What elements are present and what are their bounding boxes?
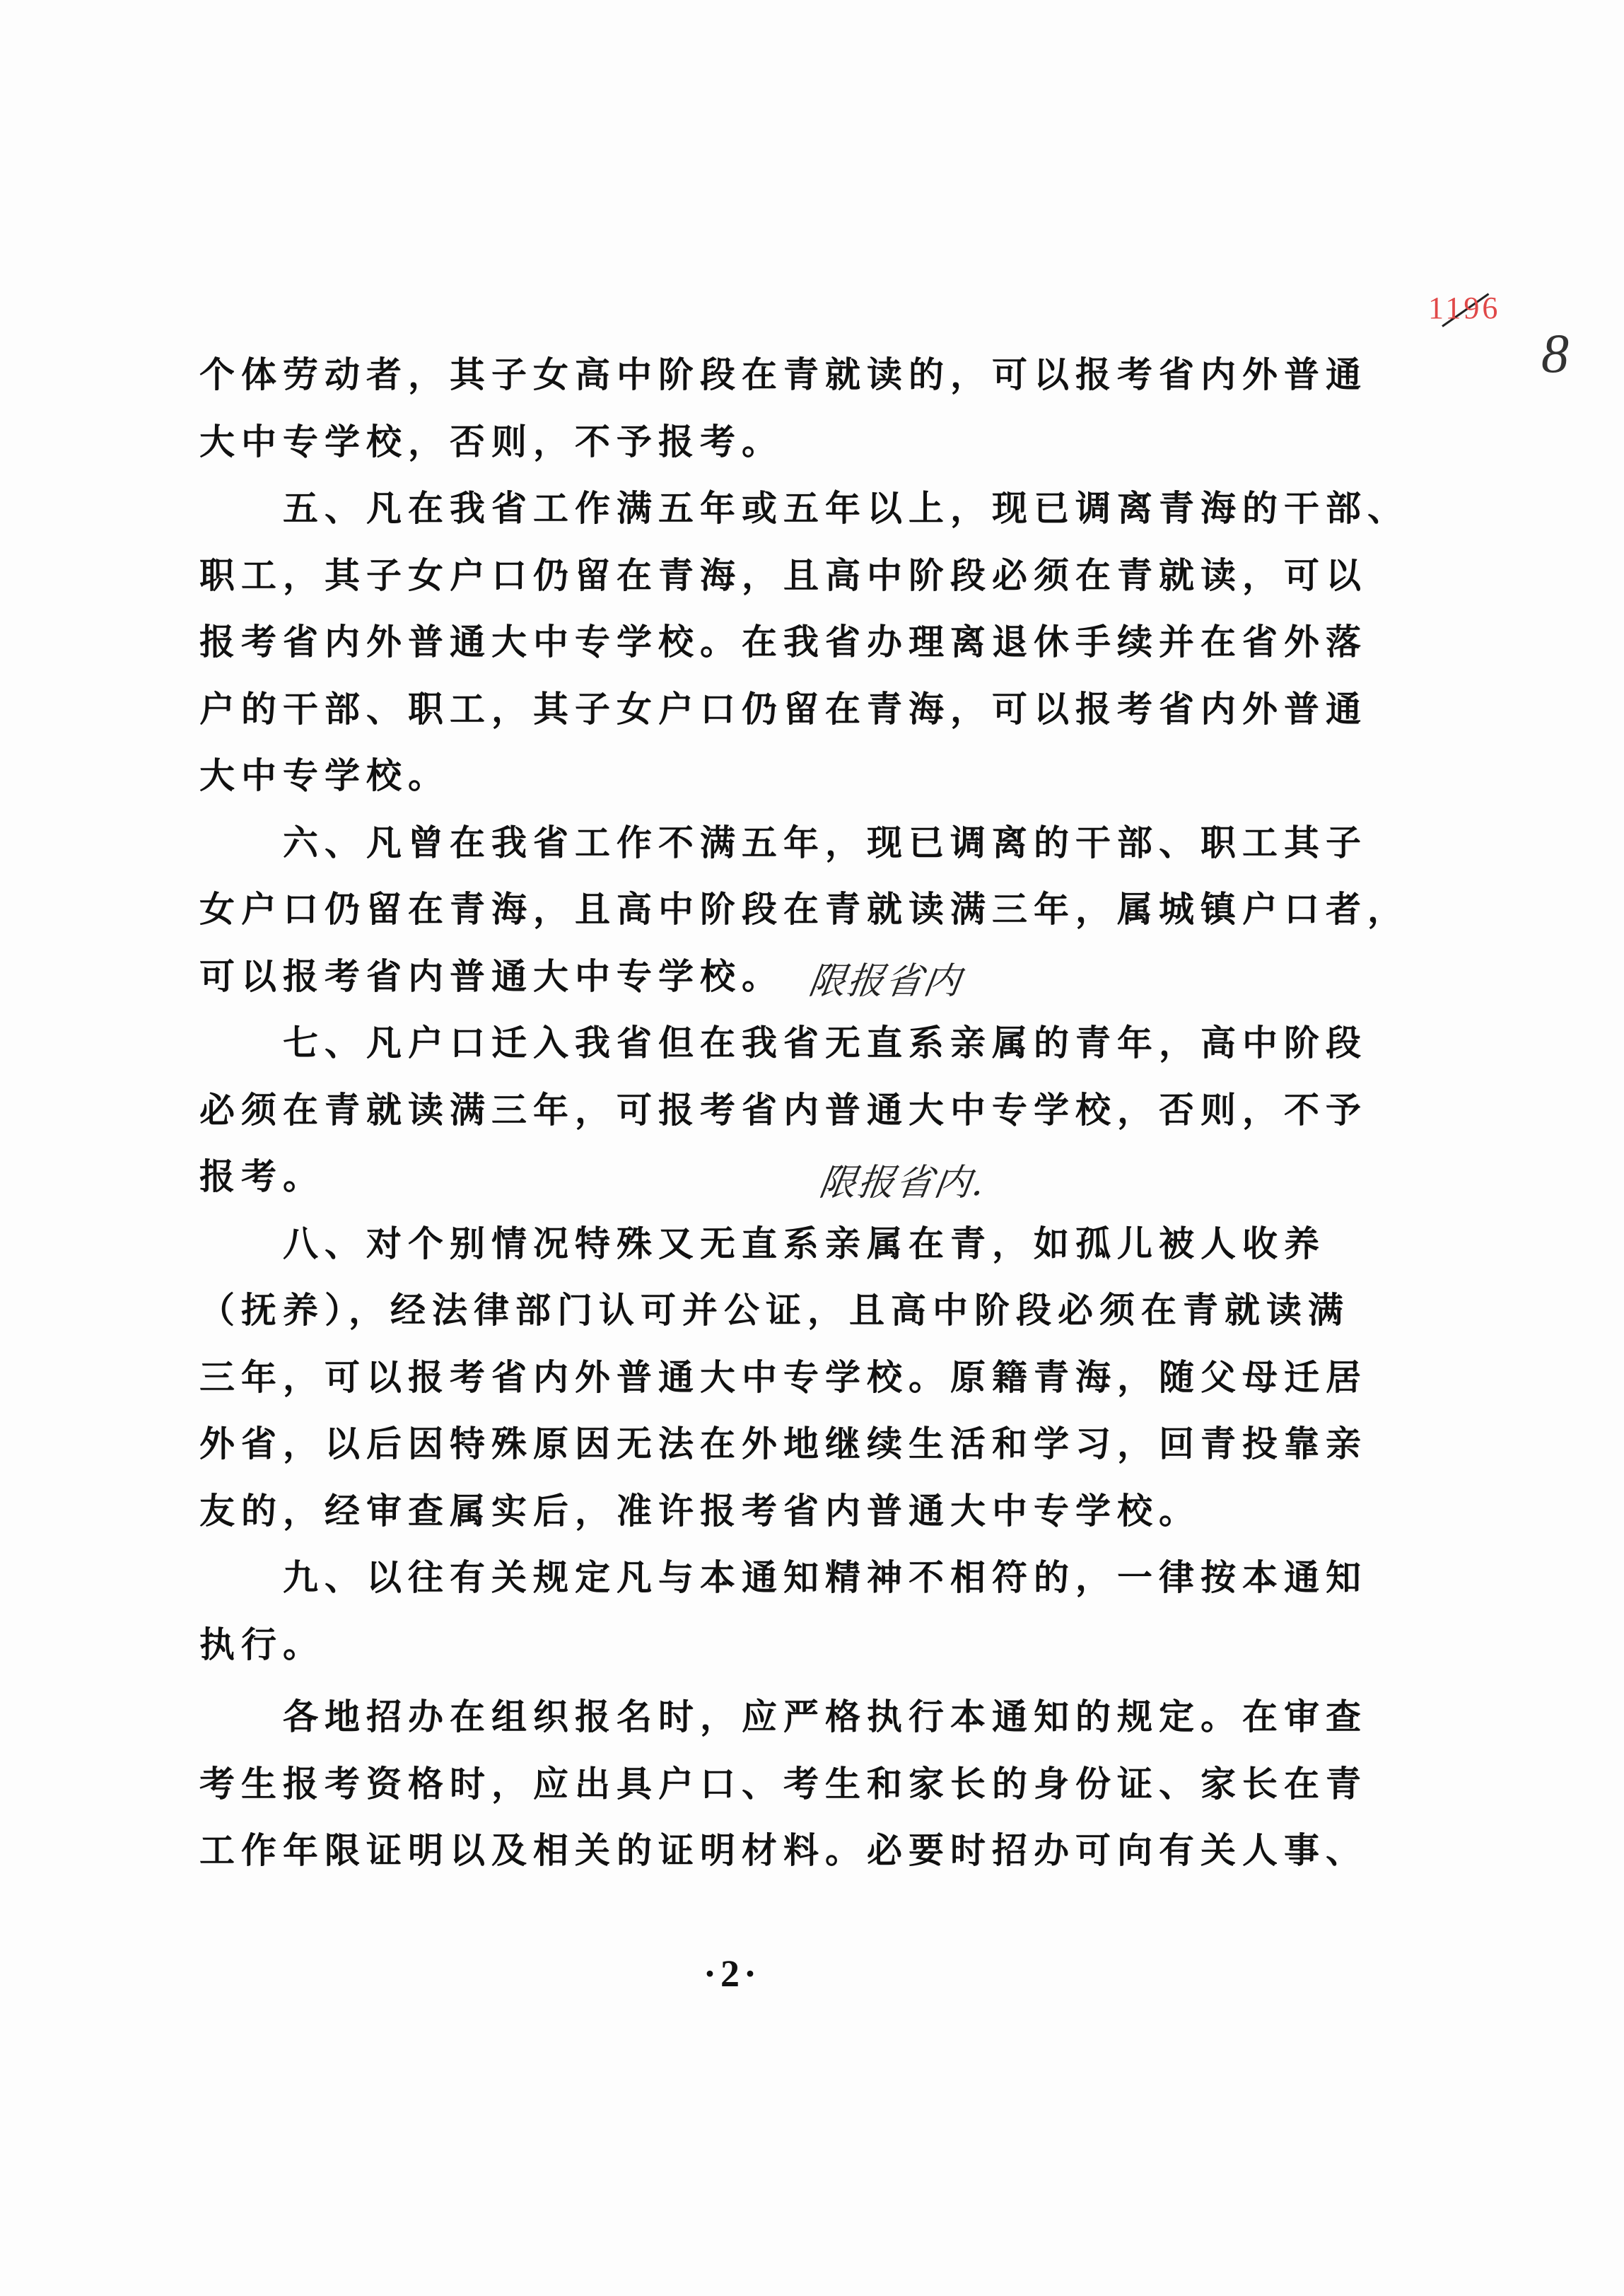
paragraph-start-line: 九、以往有关规定凡与本通知精神不相符的，一律按本通知 — [283, 1557, 1367, 1598]
handwritten-note: 限报省内. — [817, 1162, 988, 1204]
text-line: 工作年限证明以及相关的证明材料。必要时招办可向有关人事、 — [199, 1830, 1367, 1871]
paragraph-start-line: 八、对个别情况特殊又无直系亲属在青，如孤儿被人收养 — [283, 1223, 1326, 1264]
text-line: 大中专学校。 — [199, 755, 450, 796]
text-line: 大中专学校，否则，不予报考。 — [199, 421, 783, 462]
paragraph-start-line: 各地招办在组织报名时，应严格执行本通知的规定。在审查 — [283, 1696, 1367, 1737]
text-line: 职工，其子女户口仍留在青海，且高中阶段必须在青就读，可以 — [199, 554, 1367, 596]
paragraph-start-line: 六、凡曾在我省工作不满五年，现已调离的干部、职工其子 — [283, 822, 1367, 863]
folio-number: 8 — [1541, 322, 1569, 384]
stamp-number: 1196 — [1428, 291, 1501, 325]
paragraph-start-line: 五、凡在我省工作满五年或五年以上，现已调离青海的干部、 — [283, 488, 1409, 529]
text-line: 户的干部、职工，其子女户口仍留在青海，可以报考省内外普通 — [199, 688, 1367, 730]
text-line: 外省，以后因特殊原因无法在外地继续生活和学习，回青投靠亲 — [199, 1423, 1367, 1464]
text-line: 三年，可以报考省内外普通大中专学校。原籍青海，随父母迁居 — [199, 1356, 1367, 1398]
text-line: 执行。 — [199, 1624, 325, 1665]
text-line: 可以报考省内普通大中专学校。 — [199, 955, 783, 997]
text-line: （抚养），经法律部门认可并公证，且高中阶段必须在青就读满 — [199, 1290, 1350, 1331]
text-line: 女户口仍留在青海，且高中阶段在青就读满三年，属城镇户口者， — [199, 889, 1409, 930]
text-line: 报考。 — [199, 1156, 325, 1197]
text-line: 友的，经审查属实后，准许报考省内普通大中专学校。 — [199, 1490, 1201, 1532]
handwritten-note: 限报省内 — [806, 960, 965, 1003]
page-number: ·2· — [703, 1952, 761, 1995]
text-line: 个体劳动者，其子女高中阶段在青就读的，可以报考省内外普通 — [199, 354, 1367, 395]
text-line: 报考省内外普通大中专学校。在我省办理离退休手续并在省外落 — [199, 622, 1367, 663]
paragraph-start-line: 七、凡户口迁入我省但在我省无直系亲属的青年，高中阶段 — [283, 1022, 1367, 1063]
text-line: 必须在青就读满三年，可报考省内普通大中专学校，否则，不予 — [199, 1089, 1367, 1131]
text-line: 考生报考资格时，应出具户口、考生和家长的身份证、家长在青 — [199, 1763, 1367, 1805]
